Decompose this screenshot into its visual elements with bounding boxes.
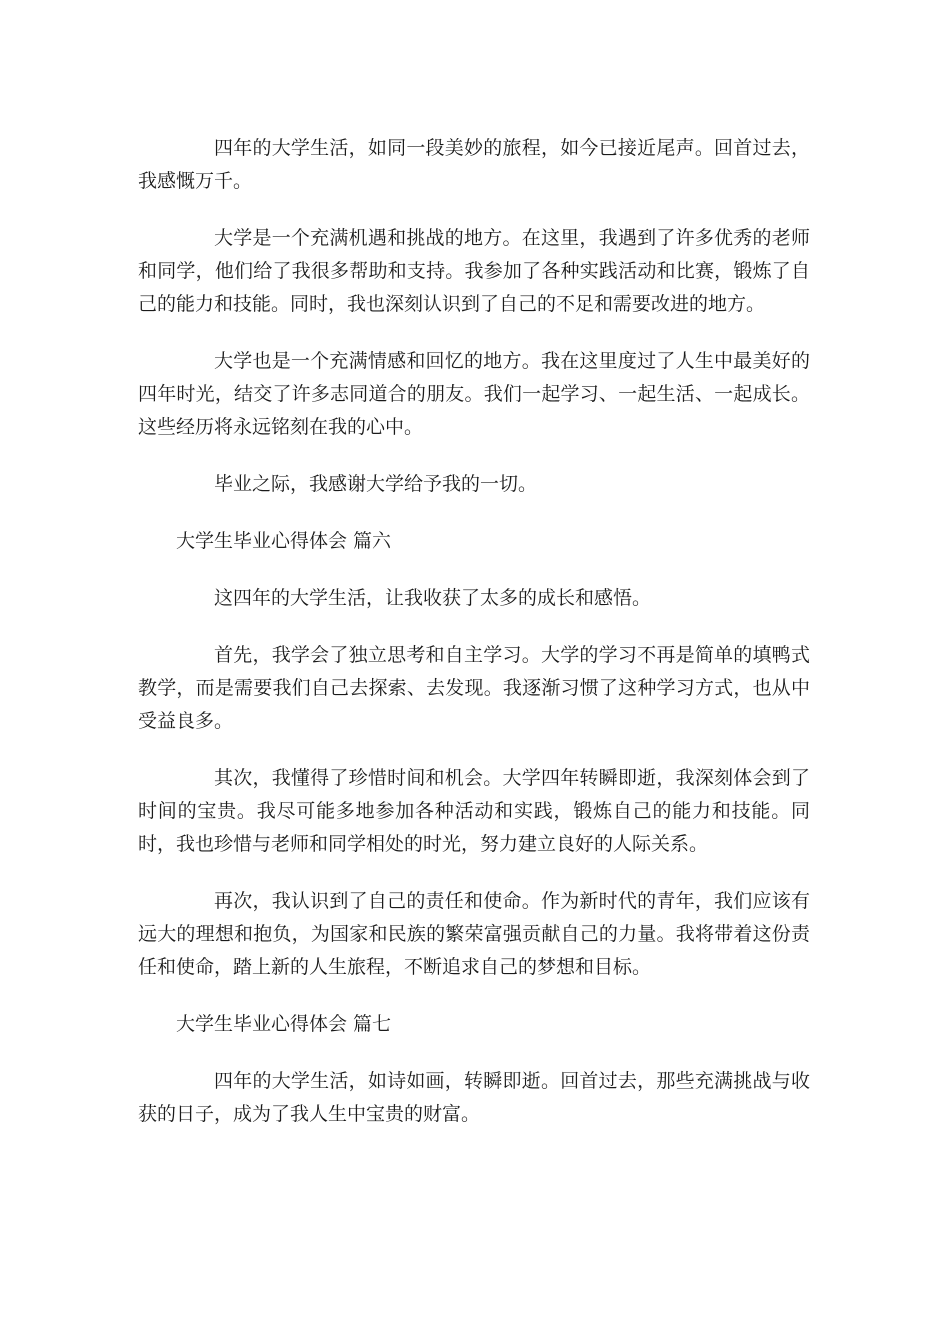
paragraph: 毕业之际，我感谢大学给予我的一切。	[214, 473, 538, 495]
document-page	[138, 132, 810, 1131]
paragraph: 大学也是一个充满情感和回忆的地方。我在这里度过了人生中最美好的四年时光，结交了许多志同道合的朋友。我们一起学习、一起生活、一起成长。这些经历将永远铭刻在我的心中。	[138, 350, 810, 438]
paragraph: 首先，我学会了独立思考和自主学习。大学的学习不再是简单的填鸭式教学，而是需要我们自己去探索、去发现。我逐渐习惯了这种学习方式，也从中受益良多。	[138, 644, 810, 732]
paragraph: 这四年的大学生活，让我收获了太多的成长和感悟。	[214, 587, 652, 609]
paragraph: 四年的大学生活，如诗如画，转瞬即逝。回首过去，那些充满挑战与收获的日子，成为了我人生中宝贵的财富。	[138, 1070, 810, 1125]
section-heading-7: 大学生毕业心得体会 篇七	[176, 1013, 392, 1035]
paragraph: 其次，我懂得了珍惜时间和机会。大学四年转瞬即逝，我深刻体会到了时间的宝贵。我尽可能多地参加各种活动和实践，锻炼自己的能力和技能。同时，我也珍惜与老师和同学相处的时光，努力建立良好的人际关系。	[138, 767, 810, 855]
paragraph: 四年的大学生活，如同一段美妙的旅程，如今已接近尾声。回首过去，我感慨万千。	[138, 137, 810, 192]
section-heading-6: 大学生毕业心得体会 篇六	[176, 530, 392, 552]
paragraph: 再次，我认识到了自己的责任和使命。作为新时代的青年，我们应该有远大的理想和抱负，为国家和民族的繁荣富强贡献自己的力量。我将带着这份责任和使命，踏上新的人生旅程，不断追求自己的梦想和目标。	[138, 890, 810, 978]
paragraph: 大学是一个充满机遇和挑战的地方。在这里，我遇到了许多优秀的老师和同学，他们给了我很多帮助和支持。我参加了各种实践活动和比赛，锻炼了自己的能力和技能。同时，我也深刻认识到了自己的不足和需要改进的地方。	[138, 227, 810, 315]
